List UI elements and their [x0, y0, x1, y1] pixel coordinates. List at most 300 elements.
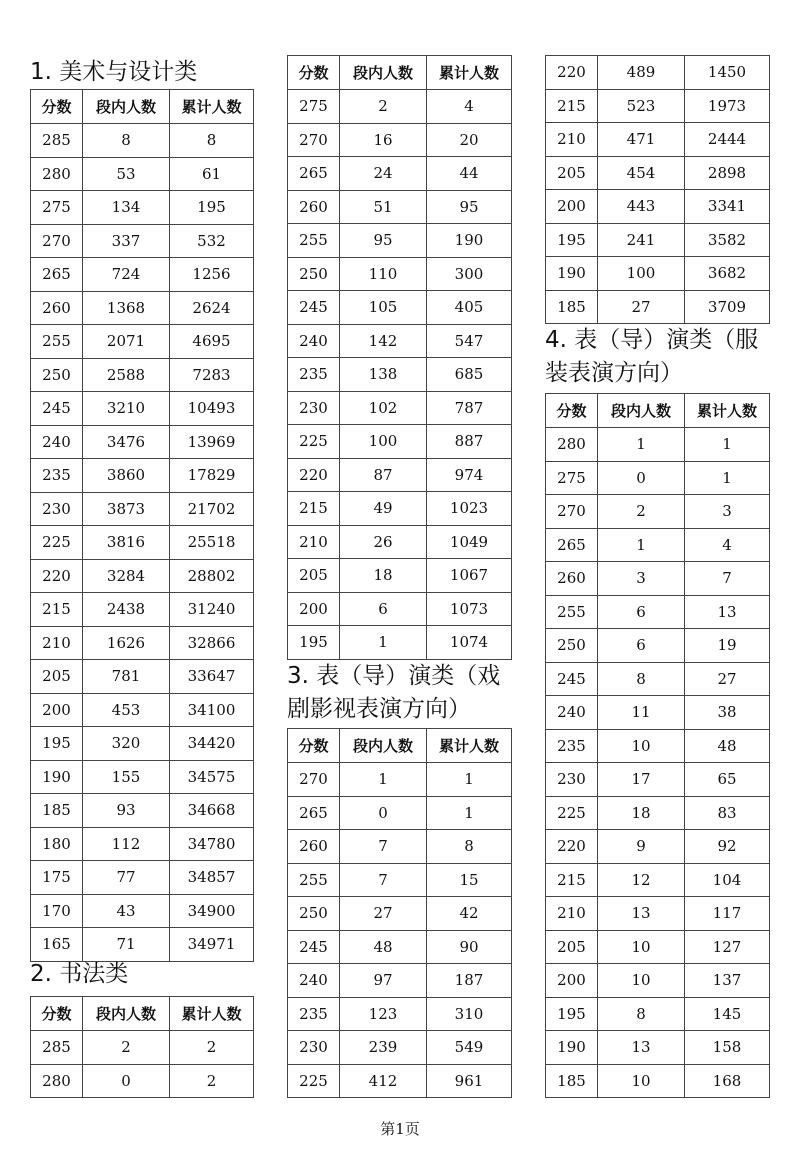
- cell-cumulative-count: 104: [685, 863, 770, 897]
- cell-score: 265: [288, 157, 340, 191]
- table-art-design: [30, 89, 254, 962]
- table-row: [546, 123, 770, 157]
- cell-cumulative-count: 1450: [685, 56, 770, 90]
- section-3-title-line2: 剧影视表演方向）: [287, 696, 471, 722]
- cell-score: 205: [546, 156, 598, 190]
- cell-cumulative-count: 2444: [685, 123, 770, 157]
- cell-score: 270: [546, 495, 598, 529]
- cell-segment-count: 43: [83, 894, 170, 928]
- cell-score: 195: [546, 997, 598, 1031]
- cell-cumulative-count: 1: [427, 763, 512, 797]
- cell-score: 280: [31, 1064, 83, 1098]
- cell-cumulative-count: 127: [685, 930, 770, 964]
- cell-cumulative-count: 27: [685, 662, 770, 696]
- table-row: [288, 224, 512, 258]
- cell-segment-count: 1368: [83, 291, 170, 325]
- cell-score: 215: [288, 492, 340, 526]
- cell-cumulative-count: 38: [685, 696, 770, 730]
- cell-score: 225: [288, 1064, 340, 1098]
- cell-cumulative-count: 92: [685, 830, 770, 864]
- cell-score: 210: [546, 897, 598, 931]
- cell-segment-count: 10: [598, 930, 685, 964]
- table-row: [546, 662, 770, 696]
- cell-segment-count: 51: [340, 190, 427, 224]
- cell-cumulative-count: 195: [170, 191, 254, 225]
- cell-segment-count: 412: [340, 1064, 427, 1098]
- table-3a-wrap: [287, 728, 512, 1098]
- table-row: [31, 660, 254, 694]
- cell-segment-count: 142: [340, 324, 427, 358]
- cell-score: 215: [31, 593, 83, 627]
- cell-segment-count: 2438: [83, 593, 170, 627]
- cell-segment-count: 2588: [83, 358, 170, 392]
- cell-score: 200: [546, 190, 598, 224]
- cell-cumulative-count: 974: [427, 458, 512, 492]
- table-row: [546, 190, 770, 224]
- cell-score: 225: [31, 526, 83, 560]
- cell-score: 260: [288, 190, 340, 224]
- cell-cumulative-count: 310: [427, 997, 512, 1031]
- cell-segment-count: 1: [340, 626, 427, 660]
- cell-segment-count: 112: [83, 827, 170, 861]
- table-drama-film-part2: [545, 55, 770, 324]
- table-row: [288, 324, 512, 358]
- cell-segment-count: 3816: [83, 526, 170, 560]
- cell-score: 250: [288, 897, 340, 931]
- cell-score: 225: [546, 796, 598, 830]
- table-row: [31, 559, 254, 593]
- table-row: [31, 827, 254, 861]
- cell-segment-count: 100: [598, 257, 685, 291]
- cell-cumulative-count: 1256: [170, 258, 254, 292]
- cell-cumulative-count: 685: [427, 358, 512, 392]
- table-row: [31, 124, 254, 158]
- cell-segment-count: 1: [598, 528, 685, 562]
- cell-cumulative-count: 48: [685, 729, 770, 763]
- cell-segment-count: 471: [598, 123, 685, 157]
- table-fashion-performance: [545, 393, 770, 1098]
- table-3b-wrap: [545, 55, 770, 324]
- cell-segment-count: 2: [598, 495, 685, 529]
- cell-segment-count: 10: [598, 964, 685, 998]
- cell-cumulative-count: 34780: [170, 827, 254, 861]
- cell-score: 205: [288, 559, 340, 593]
- cell-score: 255: [288, 863, 340, 897]
- cell-cumulative-count: 190: [427, 224, 512, 258]
- cell-segment-count: 26: [340, 525, 427, 559]
- cell-score: 220: [31, 559, 83, 593]
- table-row: [31, 392, 254, 426]
- cell-cumulative-count: 13: [685, 595, 770, 629]
- cell-segment-count: 453: [83, 693, 170, 727]
- cell-score: 180: [31, 827, 83, 861]
- cell-score: 260: [31, 291, 83, 325]
- table-row: [546, 562, 770, 596]
- cell-segment-count: 3: [598, 562, 685, 596]
- cell-segment-count: 724: [83, 258, 170, 292]
- cell-score: 250: [546, 629, 598, 663]
- cell-score: 230: [546, 763, 598, 797]
- cell-segment-count: 2: [83, 1031, 170, 1065]
- table-row: [31, 258, 254, 292]
- cell-cumulative-count: 34971: [170, 928, 254, 962]
- table-row: [31, 894, 254, 928]
- table-row: [31, 593, 254, 627]
- cell-segment-count: 13: [598, 897, 685, 931]
- cell-score: 235: [31, 459, 83, 493]
- cell-cumulative-count: 20: [427, 123, 512, 157]
- cell-segment-count: 138: [340, 358, 427, 392]
- table-row: [31, 693, 254, 727]
- cell-segment-count: 110: [340, 257, 427, 291]
- cell-cumulative-count: 21702: [170, 492, 254, 526]
- section-3: [287, 660, 500, 726]
- col-header-score: 分数: [288, 56, 340, 90]
- cell-score: 170: [31, 894, 83, 928]
- cell-score: 190: [546, 1031, 598, 1065]
- cell-cumulative-count: 34900: [170, 894, 254, 928]
- section-4: [545, 324, 758, 390]
- table-row: [546, 257, 770, 291]
- cell-score: 210: [546, 123, 598, 157]
- table-row: [31, 425, 254, 459]
- table-row: [288, 291, 512, 325]
- table-row: [288, 559, 512, 593]
- cell-segment-count: 443: [598, 190, 685, 224]
- cell-score: 240: [31, 425, 83, 459]
- table-row: [31, 224, 254, 258]
- table-row: [546, 495, 770, 529]
- section-2: [30, 958, 128, 991]
- cell-cumulative-count: 32866: [170, 626, 254, 660]
- table-row: [31, 459, 254, 493]
- table-row: [288, 1064, 512, 1098]
- cell-score: 205: [31, 660, 83, 694]
- cell-score: 255: [288, 224, 340, 258]
- cell-cumulative-count: 44: [427, 157, 512, 191]
- table-row: [31, 291, 254, 325]
- cell-cumulative-count: 17829: [170, 459, 254, 493]
- cell-cumulative-count: 34420: [170, 727, 254, 761]
- cell-cumulative-count: 1973: [685, 89, 770, 123]
- table-row: [31, 191, 254, 225]
- cell-cumulative-count: 13969: [170, 425, 254, 459]
- cell-cumulative-count: 25518: [170, 526, 254, 560]
- cell-cumulative-count: 145: [685, 997, 770, 1031]
- cell-segment-count: 87: [340, 458, 427, 492]
- section-1-title: 1. 美术与设计类: [30, 59, 198, 85]
- cell-score: 165: [31, 928, 83, 962]
- cell-segment-count: 3284: [83, 559, 170, 593]
- cell-segment-count: 49: [340, 492, 427, 526]
- table-row: [31, 626, 254, 660]
- cell-score: 245: [288, 291, 340, 325]
- cell-cumulative-count: 15: [427, 863, 512, 897]
- table-row: [288, 796, 512, 830]
- cell-segment-count: 3860: [83, 459, 170, 493]
- section-2-title: 2. 书法类: [30, 961, 129, 987]
- cell-cumulative-count: 1073: [427, 592, 512, 626]
- table-row: [546, 1031, 770, 1065]
- cell-score: 210: [288, 525, 340, 559]
- cell-cumulative-count: 3682: [685, 257, 770, 291]
- cell-cumulative-count: 1: [685, 428, 770, 462]
- cell-segment-count: 489: [598, 56, 685, 90]
- cell-segment-count: 2: [340, 90, 427, 124]
- cell-score: 195: [31, 727, 83, 761]
- cell-score: 260: [288, 830, 340, 864]
- cell-cumulative-count: 158: [685, 1031, 770, 1065]
- cell-segment-count: 95: [340, 224, 427, 258]
- cell-cumulative-count: 95: [427, 190, 512, 224]
- cell-segment-count: 0: [598, 461, 685, 495]
- cell-score: 235: [288, 997, 340, 1031]
- table-row: [546, 89, 770, 123]
- cell-score: 240: [288, 324, 340, 358]
- table-row: [288, 458, 512, 492]
- table-row: [288, 830, 512, 864]
- cell-score: 270: [288, 763, 340, 797]
- cell-segment-count: 8: [598, 662, 685, 696]
- cell-cumulative-count: 8: [170, 124, 254, 158]
- section-3-title-line1: 3. 表（导）演类（戏: [287, 663, 501, 689]
- table-row: [31, 492, 254, 526]
- cell-score: 250: [31, 358, 83, 392]
- col-header-cumulative-count: 累计人数: [427, 56, 512, 90]
- cell-score: 270: [288, 123, 340, 157]
- cell-score: 255: [546, 595, 598, 629]
- cell-score: 200: [288, 592, 340, 626]
- cell-segment-count: 781: [83, 660, 170, 694]
- cell-score: 215: [546, 863, 598, 897]
- cell-score: 230: [288, 391, 340, 425]
- cell-score: 195: [288, 626, 340, 660]
- cell-score: 215: [546, 89, 598, 123]
- col-header-score: 分数: [546, 394, 598, 428]
- cell-cumulative-count: 1049: [427, 525, 512, 559]
- cell-segment-count: 11: [598, 696, 685, 730]
- cell-segment-count: 241: [598, 223, 685, 257]
- cell-segment-count: 523: [598, 89, 685, 123]
- table-row: [546, 156, 770, 190]
- table-row: [288, 425, 512, 459]
- cell-cumulative-count: 187: [427, 964, 512, 998]
- section-4-title-line1: 4. 表（导）演类（服: [545, 327, 759, 353]
- cell-score: 280: [31, 157, 83, 191]
- cell-cumulative-count: 3709: [685, 290, 770, 324]
- cell-cumulative-count: 7283: [170, 358, 254, 392]
- table-row: [288, 391, 512, 425]
- table-row: [546, 763, 770, 797]
- cell-score: 265: [546, 528, 598, 562]
- cell-score: 225: [288, 425, 340, 459]
- cell-cumulative-count: 405: [427, 291, 512, 325]
- cell-score: 250: [288, 257, 340, 291]
- cell-segment-count: 454: [598, 156, 685, 190]
- cell-cumulative-count: 31240: [170, 593, 254, 627]
- table-row: [546, 863, 770, 897]
- cell-segment-count: 134: [83, 191, 170, 225]
- cell-segment-count: 337: [83, 224, 170, 258]
- table-row: [546, 729, 770, 763]
- cell-cumulative-count: 34100: [170, 693, 254, 727]
- cell-segment-count: 48: [340, 930, 427, 964]
- table-calligraphy-part1: [30, 996, 254, 1098]
- table-2b-wrap: [287, 55, 512, 660]
- cell-segment-count: 3210: [83, 392, 170, 426]
- col-header-cumulative-count: 累计人数: [170, 997, 254, 1031]
- cell-cumulative-count: 8: [427, 830, 512, 864]
- table-row: [288, 190, 512, 224]
- table-row: [31, 157, 254, 191]
- col-header-segment-count: 段内人数: [83, 997, 170, 1031]
- cell-cumulative-count: 2624: [170, 291, 254, 325]
- col-header-score: 分数: [31, 997, 83, 1031]
- cell-score: 270: [31, 224, 83, 258]
- cell-cumulative-count: 4: [427, 90, 512, 124]
- cell-cumulative-count: 2898: [685, 156, 770, 190]
- cell-segment-count: 123: [340, 997, 427, 1031]
- cell-score: 190: [546, 257, 598, 291]
- cell-score: 220: [546, 830, 598, 864]
- table-row: [31, 760, 254, 794]
- cell-cumulative-count: 65: [685, 763, 770, 797]
- cell-cumulative-count: 961: [427, 1064, 512, 1098]
- cell-score: 200: [546, 964, 598, 998]
- col-header-score: 分数: [288, 729, 340, 763]
- cell-cumulative-count: 887: [427, 425, 512, 459]
- table-row: [546, 696, 770, 730]
- cell-segment-count: 239: [340, 1031, 427, 1065]
- cell-cumulative-count: 549: [427, 1031, 512, 1065]
- cell-cumulative-count: 3582: [685, 223, 770, 257]
- cell-cumulative-count: 547: [427, 324, 512, 358]
- table-row: [288, 626, 512, 660]
- cell-segment-count: 0: [83, 1064, 170, 1098]
- cell-score: 275: [288, 90, 340, 124]
- cell-score: 210: [31, 626, 83, 660]
- cell-segment-count: 155: [83, 760, 170, 794]
- table-row: [288, 863, 512, 897]
- cell-score: 275: [31, 191, 83, 225]
- table-row: [288, 964, 512, 998]
- cell-segment-count: 6: [598, 629, 685, 663]
- cell-score: 175: [31, 861, 83, 895]
- section-4-title-line2: 装表演方向）: [545, 360, 683, 386]
- cell-segment-count: 6: [340, 592, 427, 626]
- cell-score: 265: [31, 258, 83, 292]
- cell-cumulative-count: 90: [427, 930, 512, 964]
- table-row: [31, 727, 254, 761]
- cell-score: 245: [288, 930, 340, 964]
- cell-segment-count: 6: [598, 595, 685, 629]
- col-header-segment-count: 段内人数: [598, 394, 685, 428]
- table-row: [546, 830, 770, 864]
- cell-segment-count: 7: [340, 863, 427, 897]
- table-row: [31, 928, 254, 962]
- cell-score: 285: [31, 1031, 83, 1065]
- table-row: [288, 763, 512, 797]
- cell-segment-count: 93: [83, 794, 170, 828]
- table-row: [288, 930, 512, 964]
- cell-segment-count: 8: [598, 997, 685, 1031]
- cell-score: 240: [546, 696, 598, 730]
- cell-score: 185: [31, 794, 83, 828]
- table-row: [546, 461, 770, 495]
- cell-cumulative-count: 4: [685, 528, 770, 562]
- cell-score: 220: [546, 56, 598, 90]
- col-header-cumulative-count: 累计人数: [170, 90, 254, 124]
- cell-cumulative-count: 1067: [427, 559, 512, 593]
- cell-segment-count: 16: [340, 123, 427, 157]
- cell-score: 190: [31, 760, 83, 794]
- cell-segment-count: 1: [340, 763, 427, 797]
- table-row: [288, 592, 512, 626]
- cell-cumulative-count: 2: [170, 1031, 254, 1065]
- col-header-score: 分数: [31, 90, 83, 124]
- cell-segment-count: 3476: [83, 425, 170, 459]
- table-row: [288, 358, 512, 392]
- table-row: [546, 964, 770, 998]
- table-2a-wrap: [30, 996, 254, 1098]
- table-row: [288, 90, 512, 124]
- table-row: [31, 325, 254, 359]
- cell-score: 230: [31, 492, 83, 526]
- table-row: [31, 794, 254, 828]
- table-1-wrap: [30, 89, 254, 962]
- table-row: [546, 997, 770, 1031]
- cell-score: 265: [288, 796, 340, 830]
- cell-cumulative-count: 34668: [170, 794, 254, 828]
- col-header-segment-count: 段内人数: [340, 56, 427, 90]
- cell-cumulative-count: 3: [685, 495, 770, 529]
- cell-score: 200: [31, 693, 83, 727]
- cell-segment-count: 105: [340, 291, 427, 325]
- table-row: [31, 861, 254, 895]
- cell-segment-count: 10: [598, 1064, 685, 1098]
- table-row: [288, 997, 512, 1031]
- table-calligraphy-part2: [287, 55, 512, 660]
- cell-segment-count: 27: [340, 897, 427, 931]
- cell-score: 235: [546, 729, 598, 763]
- section-1: [30, 56, 197, 89]
- cell-cumulative-count: 19: [685, 629, 770, 663]
- cell-cumulative-count: 7: [685, 562, 770, 596]
- table-row: [546, 1064, 770, 1098]
- cell-cumulative-count: 117: [685, 897, 770, 931]
- table-row: [546, 930, 770, 964]
- cell-segment-count: 102: [340, 391, 427, 425]
- table-row: [288, 157, 512, 191]
- cell-cumulative-count: 3341: [685, 190, 770, 224]
- table-row: [31, 1064, 254, 1098]
- table-row: [288, 1031, 512, 1065]
- cell-segment-count: 10: [598, 729, 685, 763]
- table-row: [546, 290, 770, 324]
- cell-segment-count: 18: [340, 559, 427, 593]
- col-header-segment-count: 段内人数: [83, 90, 170, 124]
- cell-cumulative-count: 787: [427, 391, 512, 425]
- cell-cumulative-count: 137: [685, 964, 770, 998]
- cell-segment-count: 77: [83, 861, 170, 895]
- cell-cumulative-count: 10493: [170, 392, 254, 426]
- cell-score: 245: [31, 392, 83, 426]
- table-row: [288, 492, 512, 526]
- table-row: [31, 358, 254, 392]
- col-header-cumulative-count: 累计人数: [685, 394, 770, 428]
- cell-cumulative-count: 34857: [170, 861, 254, 895]
- table-row: [546, 223, 770, 257]
